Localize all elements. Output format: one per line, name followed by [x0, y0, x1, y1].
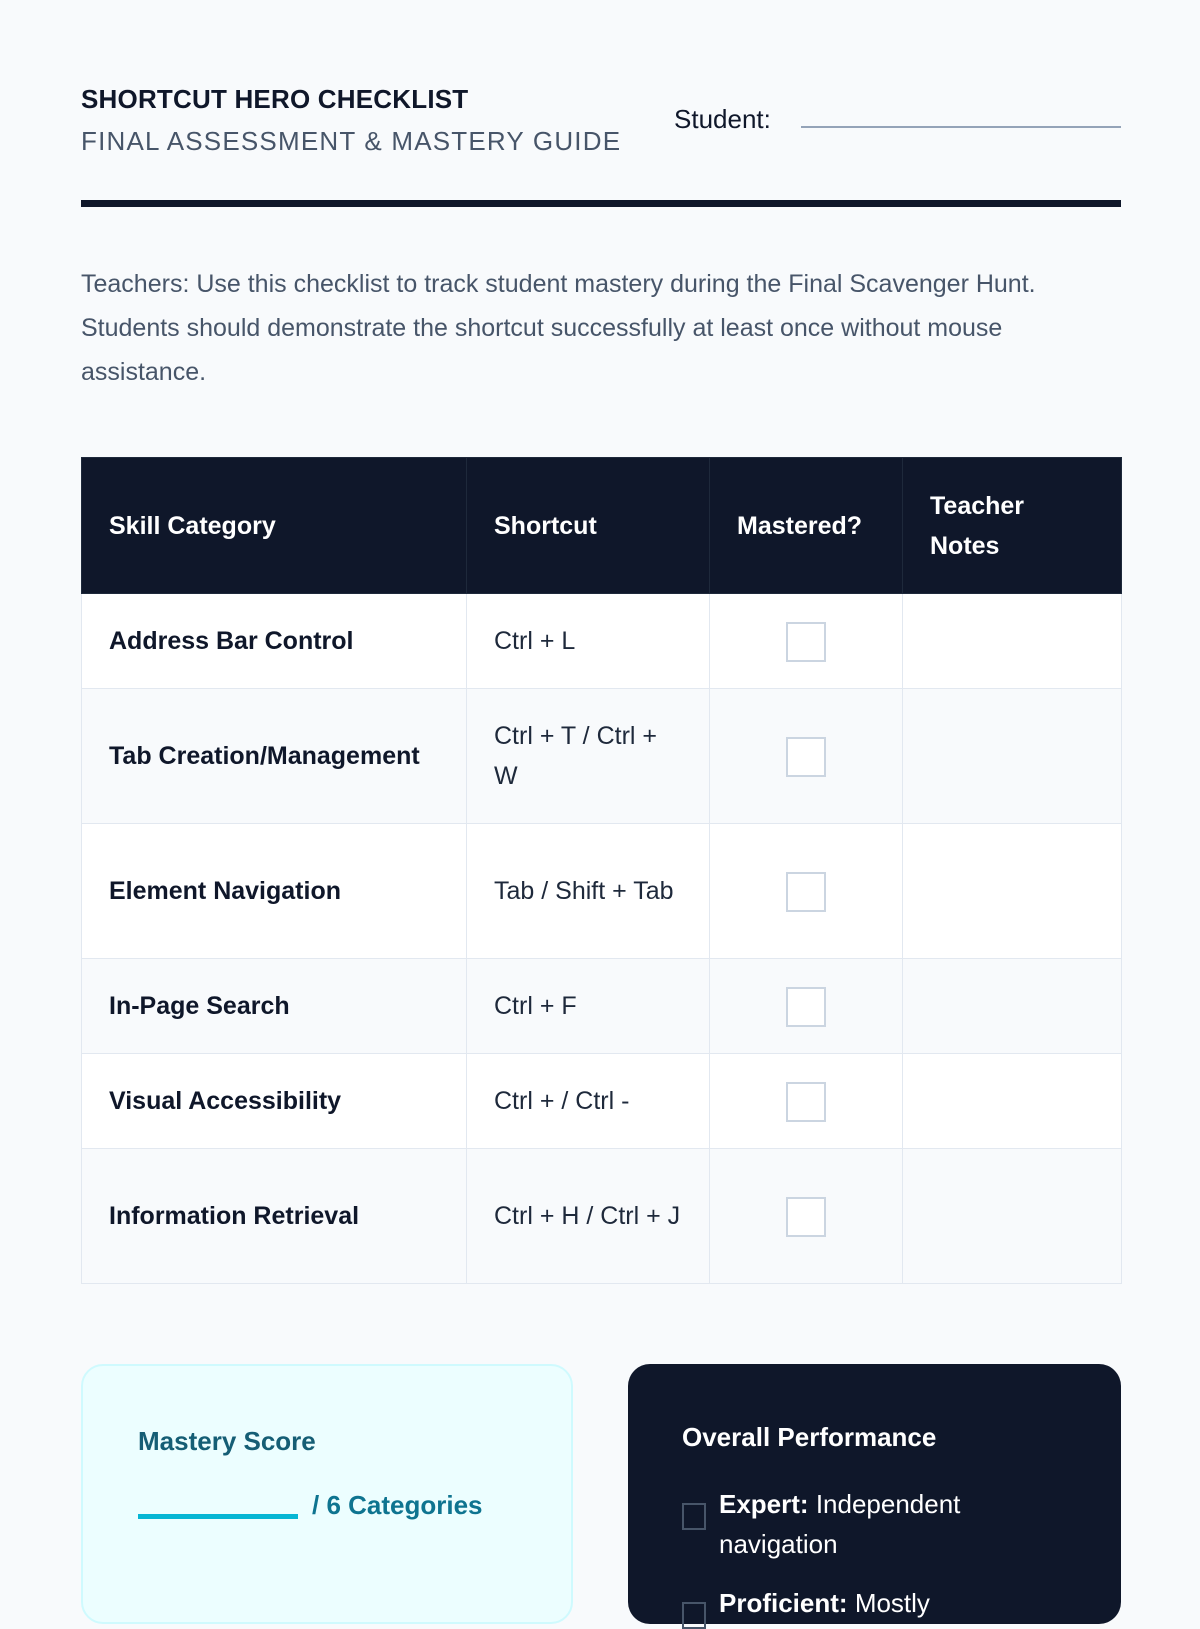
- mastered-cell: [710, 689, 903, 824]
- shortcut-cell: Ctrl + T / Ctrl + W: [467, 689, 710, 824]
- skill-cell: Element Navigation: [82, 824, 467, 959]
- page-title: SHORTCUT HERO CHECKLIST: [81, 84, 469, 114]
- header-divider: [81, 200, 1121, 207]
- table-row: [82, 1054, 1122, 1149]
- shortcut-cell: Ctrl + F: [467, 959, 710, 1054]
- mastery-table: [81, 457, 1122, 1284]
- performance-checkbox[interactable]: [682, 1503, 706, 1530]
- table-row: [82, 689, 1122, 824]
- mastery-score-title: Mastery Score: [138, 1426, 316, 1456]
- table-row: [82, 959, 1122, 1054]
- skill-cell: Tab Creation/Management: [82, 689, 467, 824]
- mastered-cell: [710, 594, 903, 689]
- column-header-skill: Skill Category: [82, 458, 467, 594]
- notes-cell[interactable]: [903, 824, 1122, 959]
- checklist-page: [81, 0, 1121, 1618]
- performance-level-label: Expert:: [719, 1489, 809, 1519]
- shortcut-cell: Ctrl + L: [467, 594, 710, 689]
- performance-level-expert: [682, 1484, 1082, 1564]
- performance-level-label: Proficient:: [719, 1588, 848, 1618]
- shortcut-cell: Ctrl + H / Ctrl + J: [467, 1149, 710, 1284]
- student-name-field[interactable]: [801, 126, 1121, 128]
- column-header-notes: Teacher Notes: [903, 458, 1122, 594]
- performance-checkbox[interactable]: [682, 1602, 706, 1629]
- table-row: [82, 1149, 1122, 1284]
- overall-performance-title: Overall Performance: [682, 1422, 937, 1452]
- mastered-checkbox[interactable]: [786, 1197, 826, 1237]
- mastered-cell: [710, 1149, 903, 1284]
- mastered-cell: [710, 1054, 903, 1149]
- column-header-shortcut: Shortcut: [467, 458, 710, 594]
- mastered-checkbox[interactable]: [786, 737, 826, 777]
- page-header: [81, 0, 1121, 207]
- notes-cell[interactable]: [903, 594, 1122, 689]
- skill-cell: Information Retrieval: [82, 1149, 467, 1284]
- mastery-score-suffix: / 6 Categories: [312, 1490, 483, 1520]
- notes-cell[interactable]: [903, 1149, 1122, 1284]
- table-header-row: [82, 458, 1122, 594]
- skill-cell: Address Bar Control: [82, 594, 467, 689]
- mastered-cell: [710, 824, 903, 959]
- performance-level-proficient: [682, 1583, 1082, 1623]
- mastered-checkbox[interactable]: [786, 1082, 826, 1122]
- mastery-score-field[interactable]: [138, 1514, 298, 1519]
- overall-performance-card: [628, 1364, 1121, 1624]
- notes-cell[interactable]: [903, 1054, 1122, 1149]
- notes-cell[interactable]: [903, 689, 1122, 824]
- mastered-checkbox[interactable]: [786, 987, 826, 1027]
- mastered-cell: [710, 959, 903, 1054]
- student-label: Student:: [674, 104, 771, 134]
- mastered-checkbox[interactable]: [786, 622, 826, 662]
- mastered-checkbox[interactable]: [786, 872, 826, 912]
- shortcut-cell: Tab / Shift + Tab: [467, 824, 710, 959]
- performance-level-description: Mostly: [854, 1588, 930, 1618]
- mastery-score-card: [81, 1364, 573, 1624]
- skill-cell: In-Page Search: [82, 959, 467, 1054]
- table-row: [82, 824, 1122, 959]
- performance-level-description: Independent navigation: [719, 1489, 961, 1559]
- notes-cell[interactable]: [903, 959, 1122, 1054]
- page-subtitle: FINAL ASSESSMENT & MASTERY GUIDE: [81, 126, 622, 156]
- column-header-mastered: Mastered?: [710, 458, 903, 594]
- shortcut-cell: Ctrl + / Ctrl -: [467, 1054, 710, 1149]
- table-row: [82, 594, 1122, 689]
- skill-cell: Visual Accessibility: [82, 1054, 467, 1149]
- teacher-instructions: Teachers: Use this checklist to track student mastery during the Final Scavenger Hunt. Students should demonstrate the shortcut successfully at least once without mouse assistance.: [81, 270, 1036, 386]
